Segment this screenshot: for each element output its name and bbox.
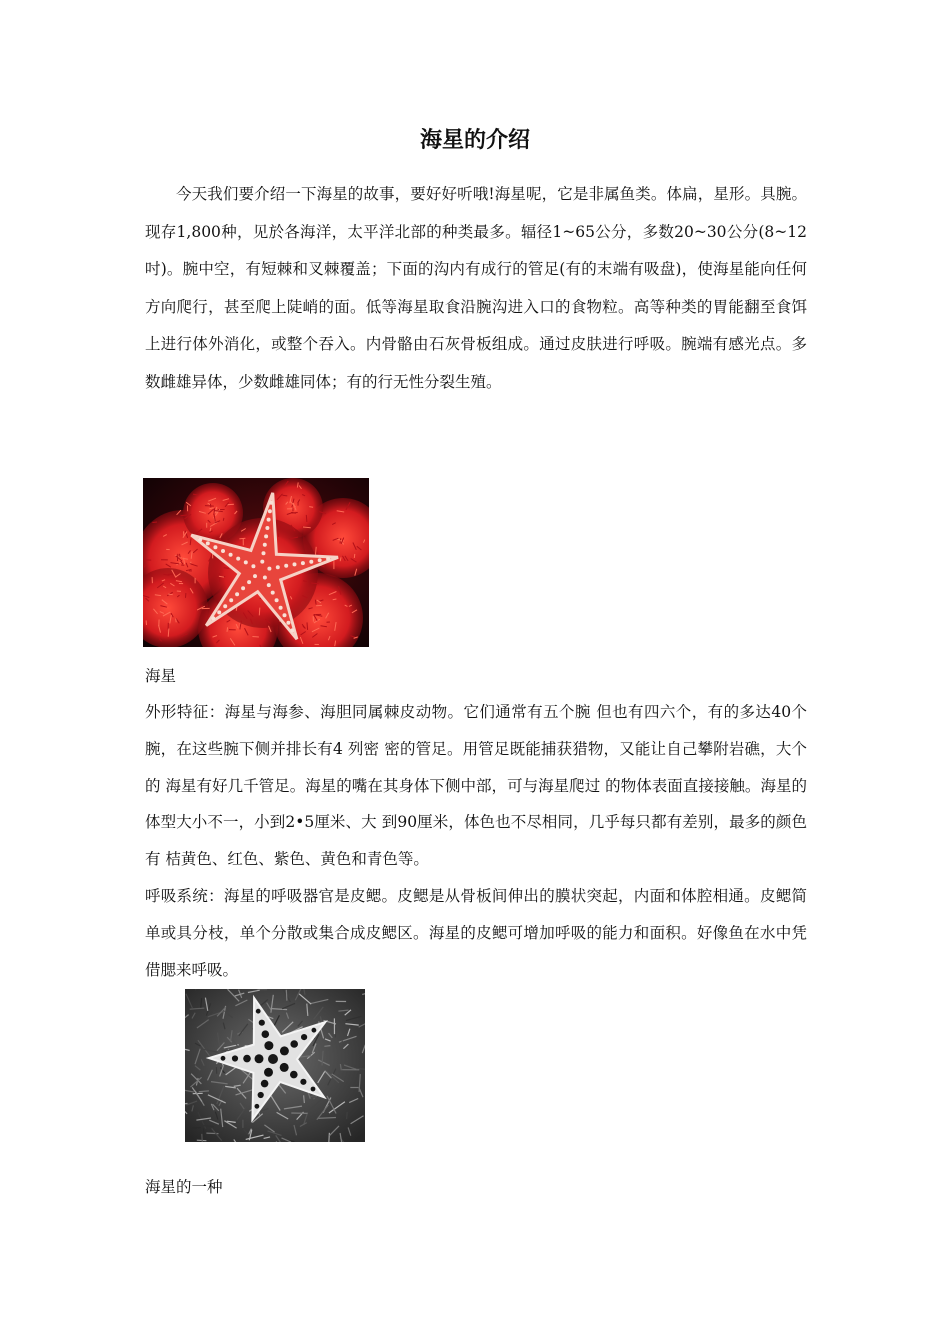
morphology-paragraph: 外形特征：海星与海参、海胆同属棘皮动物。它们通常有五个腕 但也有四六个，有的多达40个腕，在这些腕下侧并排长有4 列密 密的管足。用管足既能捕获猎物，又能让自己攀附岩礁，大个的 海星有好几千管足。海星的嘴在其身体下侧中部，可与海星爬过 的物体表面直接接触。海星的体型大小不一，小到2•5厘米、大 到90厘米，体色也不尽相同，几乎每只都有差别，最多的颜色有 桔黄色、红色、紫色、黄色和青色等。 — [145, 703, 807, 869]
red-starfish-photo — [143, 478, 369, 647]
intro-paragraph: 今天我们要介绍一下海星的故事，要好好听哦!海星呢，它是非属鱼类。体扁，星形。具腕。现存1,800种，见於各海洋，太平洋北部的种类最多。辐径1~65公分，多数20~30公分(8~12吋)。腕中空，有短棘和叉棘覆盖；下面的沟内有成行的管足(有的末端有吸盘)，使海星能向任何方向爬行，甚至爬上陡峭的面。低等海星取食沿腕沟进入口的食物粒。高等种类的胃能翻至食饵上进行体外消化，或整个吞入。内骨骼由石灰骨板组成。通过皮肤进行呼吸。腕端有感光点。多数雌雄异体，少数雌雄同体；有的行无性分裂生殖。 — [145, 185, 807, 391]
page-title: 海星的介绍 — [419, 128, 530, 153]
image1-caption: 海星 — [145, 667, 177, 685]
image2-caption: 海星的一种 — [145, 1178, 223, 1196]
respiration-paragraph: 呼吸系统：海星的呼吸器官是皮鳃。皮鳃是从骨板间伸出的膜状突起，内面和体腔相通。皮鳃简单或具分枝，单个分散或集合成皮鳃区。海星的皮鳃可增加呼吸的能力和面积。好像鱼在水中凭借腮来呼吸。 — [145, 886, 807, 979]
gray-starfish-photo — [185, 989, 365, 1142]
body-text — [145, 694, 807, 988]
